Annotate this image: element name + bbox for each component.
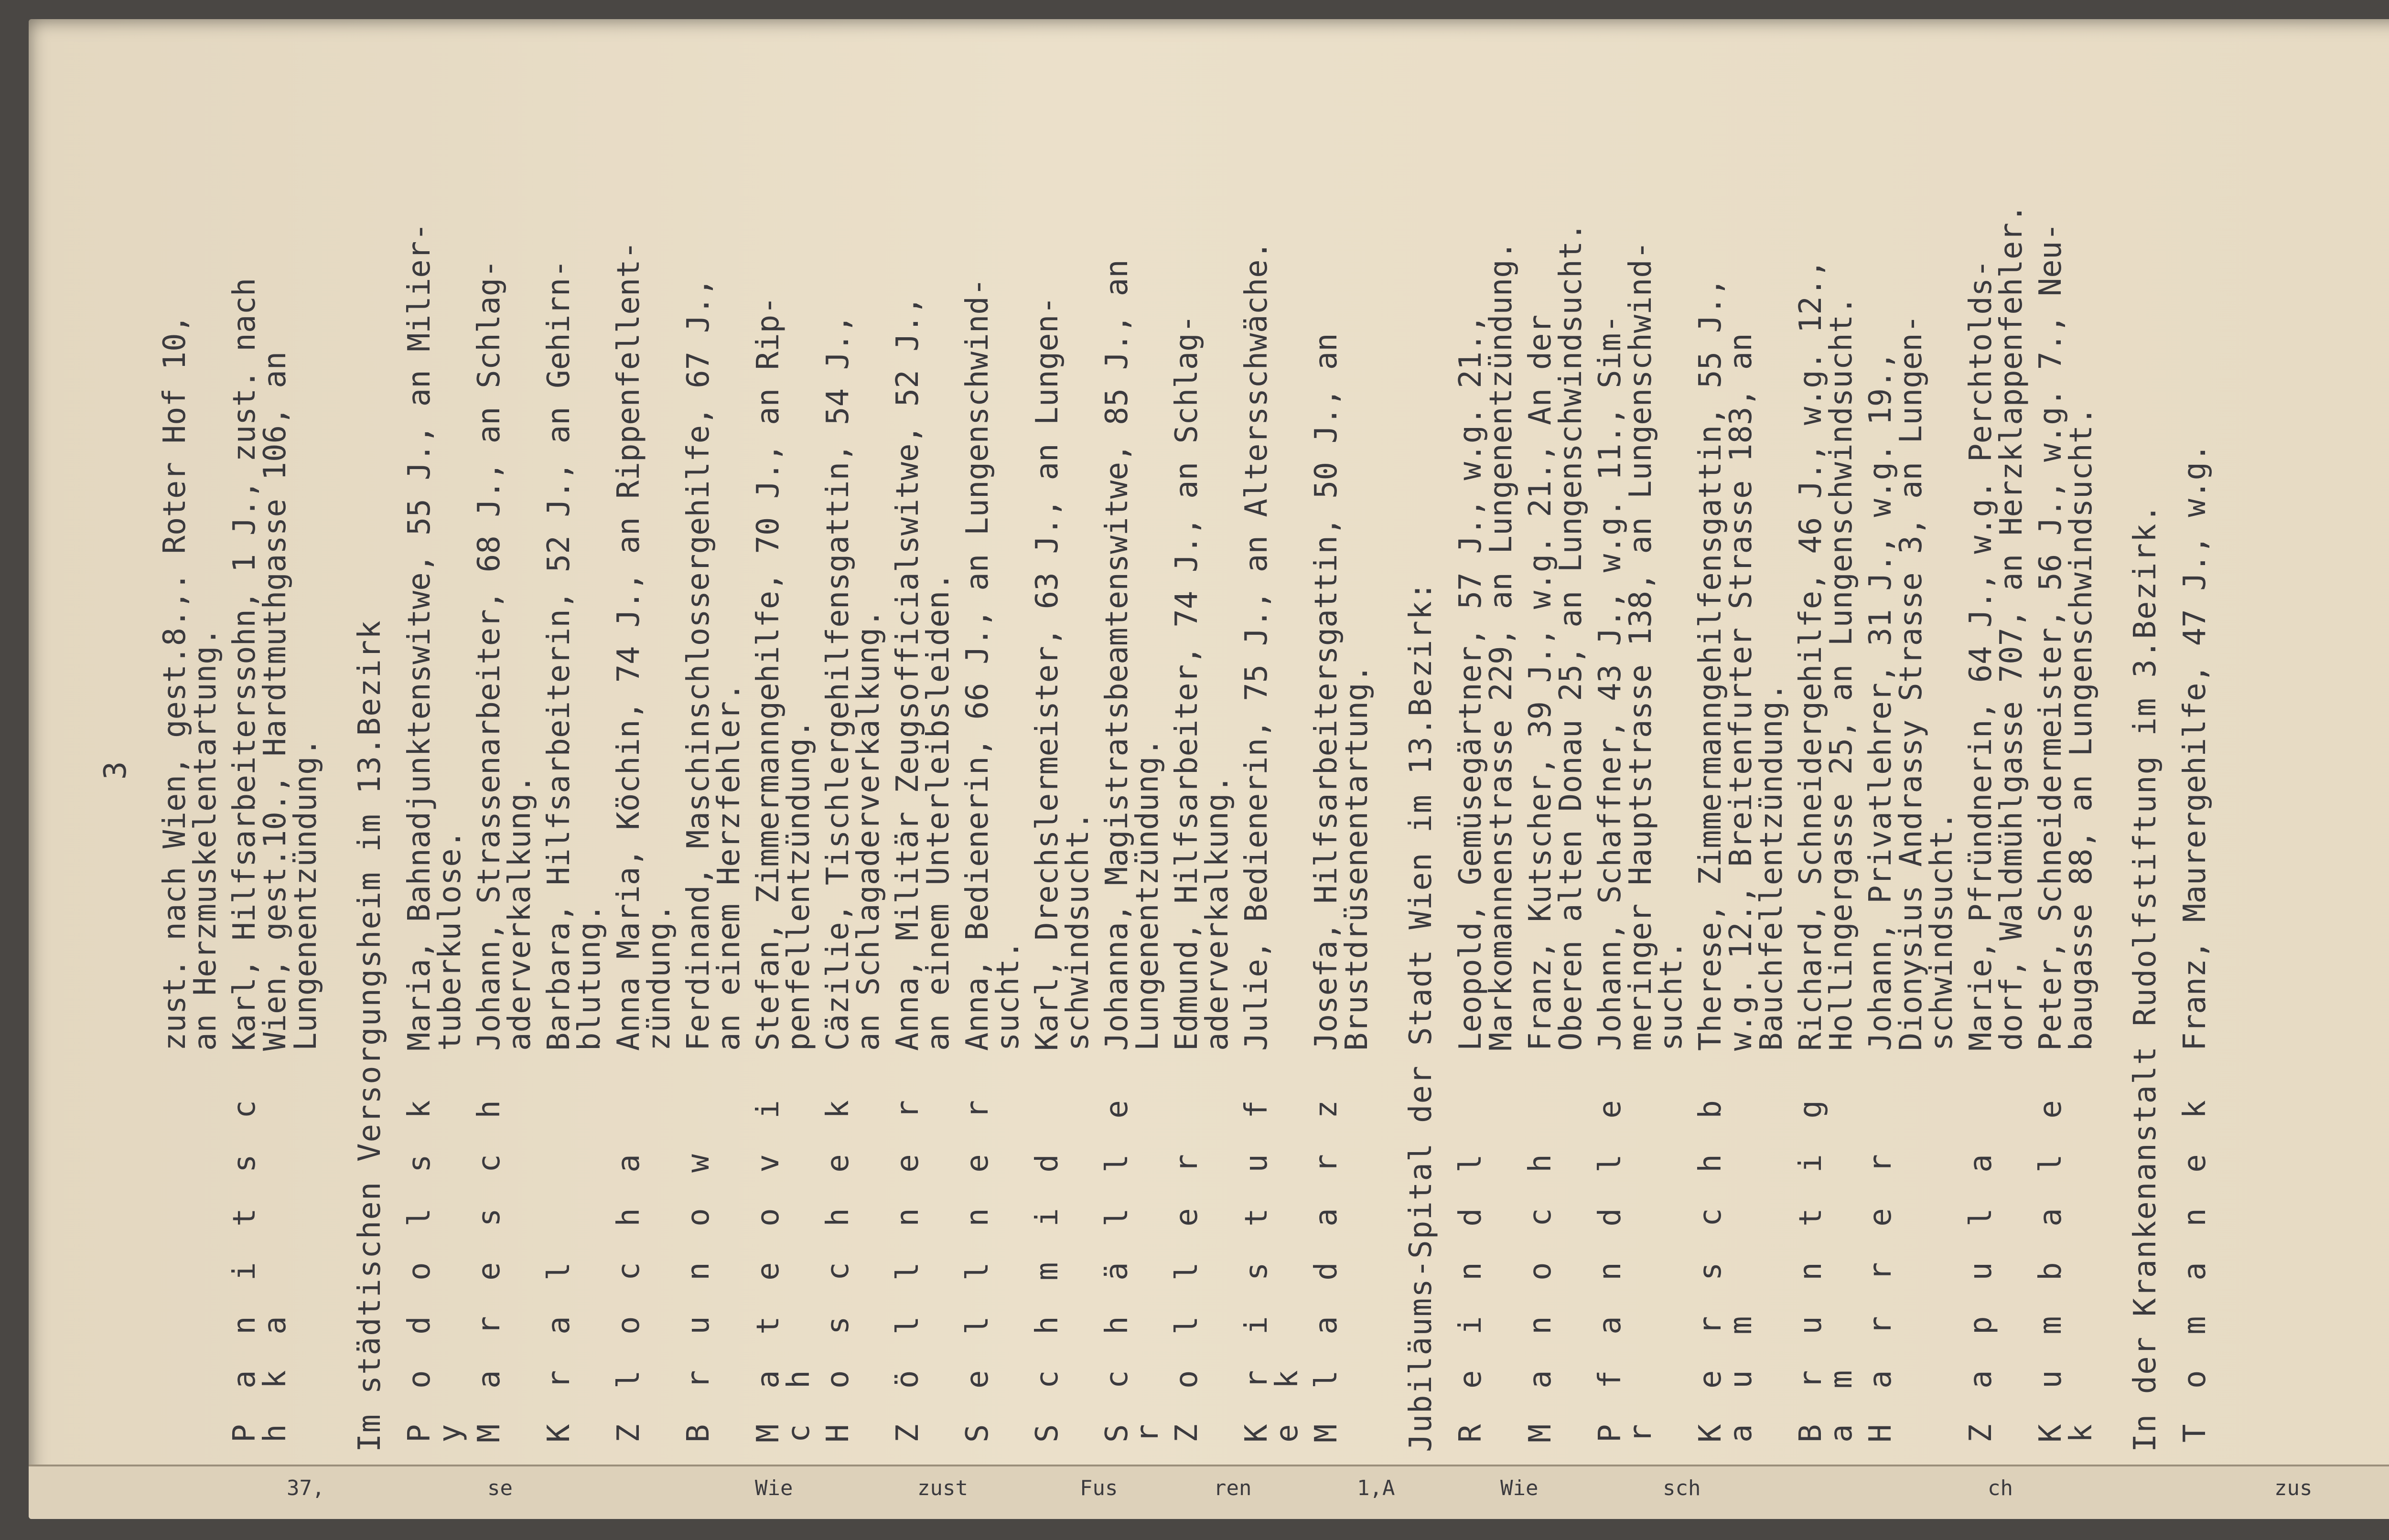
entry-block-11 xyxy=(960,76,1026,1462)
entry-text: zust. nach Wien, gest.8.,. Roter Hof 10, an Herzmuskelentartung. xyxy=(157,314,223,1051)
entry-text: Johanna, Magistratsbeamtenswitwe, 85 J., an Lungenentzündung. xyxy=(1099,259,1165,1051)
facing-page-strip xyxy=(29,1465,2389,1519)
entry-name xyxy=(160,1051,221,1462)
section-heading: Im städtischen Versorgungsheim im 13.Bezirk xyxy=(352,620,387,1452)
entry-block-24 xyxy=(1963,76,2029,1462)
entry-block-8 xyxy=(751,76,817,1462)
entry-name: M l a d a r z xyxy=(1309,1091,1344,1443)
entry-block-15 xyxy=(1239,76,1305,1462)
entry-text: Stefan, Zimmermanngehilfe, 70 J., an Rip- penfellentzündung. xyxy=(751,296,817,1051)
entry-block-21 xyxy=(1695,76,1787,1462)
entry-block-13 xyxy=(1099,76,1165,1462)
entry-text: Johann, Privatlehrer, 31 J., w.g. 19., Dionysius Andrassy Strasse 3, an Lungen- schwindsucht. xyxy=(1863,314,1959,1051)
entry-block-22 xyxy=(1793,76,1859,1462)
entry-block-12 xyxy=(1030,76,1096,1462)
entry-name: Z l o c h a xyxy=(611,1145,646,1443)
entry-block-19 xyxy=(1523,76,1589,1462)
entry-name: B r u n t i g a m xyxy=(1793,1091,1859,1443)
entry-name: B r u n o w xyxy=(681,1145,716,1443)
entry-text: Ferdinand, Maschinschlossergehilfe, 67 J., an einem Herzfehler. xyxy=(681,278,747,1051)
facing-fragment: sch xyxy=(1663,1476,1701,1500)
entry-text: Karl, Drechslermeister, 63 J., an Lungen- schwindsucht. xyxy=(1030,296,1096,1051)
entry-name: K e r s c h b a u m xyxy=(1693,1091,1759,1443)
section-heading: Jubiläums-Spital der Stadt Wien im 13.Bezirk: xyxy=(1403,581,1439,1452)
entry-block-9 xyxy=(820,76,886,1462)
entry-name: P a n i t s c h k a xyxy=(227,1091,293,1443)
entry-name: K r a l xyxy=(541,1253,577,1443)
entry-block-14 xyxy=(1169,76,1235,1462)
entry-text: Barbara, Hilfsarbeiterin, 52 J., an Gehirn- blutung. xyxy=(541,259,607,1051)
entry-name: K u m b a l e k xyxy=(2033,1091,2099,1443)
entry-block-23 xyxy=(1865,76,1957,1462)
entry-name: T o m a n e k xyxy=(2177,1091,2213,1443)
entry-block-27 xyxy=(2177,76,2213,1462)
section-heading: In der Krankenanstalt Rudolfstiftung im 3.Bezirk. xyxy=(2128,503,2163,1452)
entry-name: Z a p u l a xyxy=(1963,1145,1999,1443)
entry-name: P f a n d l e r xyxy=(1593,1091,1658,1443)
entry-name: H a r r e r xyxy=(1863,1145,1898,1443)
facing-fragment: zus xyxy=(2274,1476,2313,1500)
entry-text: Edmund, Hilfsarbeiter, 74 J., an Schlag- aderverkalkung. xyxy=(1169,314,1235,1051)
entry-name: M a r e s c h xyxy=(472,1091,507,1443)
facing-fragment: se xyxy=(487,1476,513,1500)
entry-text: Leopold, Gemüsegärtner, 57 J., w.g. 21., Markomannenstrasse 229, an Lungenentzündung. xyxy=(1453,241,1519,1051)
entry-name: Z o l l e r xyxy=(1169,1145,1205,1443)
entry-block-7 xyxy=(681,76,747,1462)
facing-fragment: 1,A xyxy=(1357,1476,1395,1500)
entry-text: Karl, Hilfsarbeiterssohn, 1 J., zust. nach Wien, gest.10., Hardtmuthgasse 106, an Lungenentzündung. xyxy=(227,278,323,1051)
entry-text: Johann, Schaffner, 43 J., w.g. 11., Sim- meringer Hauptstrasse 138, an Lungenschwind- sucht. xyxy=(1593,241,1689,1051)
entry-name: Z ö l l n e r xyxy=(890,1091,925,1443)
entry-text: Richard, Schneidergehilfe, 46 J., w.g. 12., Hollingergasse 25, an Lungenschwindsucht. xyxy=(1793,259,1859,1051)
entry-block-4 xyxy=(472,76,538,1462)
entry-text: Julie, Bedienerin, 75 J., an Altersschwäche. xyxy=(1239,241,1274,1051)
entry-block-5 xyxy=(541,76,607,1462)
entry-text: Marie, Pfründnerin, 64 J., w.g. Perchtolds- dorf, Waldmühlgasse 707, an Herzklappenfehler. xyxy=(1963,204,2029,1051)
entry-name: S e l l n e r xyxy=(960,1091,995,1443)
facing-fragment: Wie xyxy=(1500,1476,1539,1500)
facing-fragment: zust xyxy=(917,1476,968,1500)
entry-name: R e i n d l xyxy=(1453,1145,1488,1443)
facing-fragment: Fus xyxy=(1080,1476,1118,1500)
entry-text: Anna, Bedienerin, 66 J., an Lungenschwind- sucht. xyxy=(960,278,1026,1051)
facing-fragment: Wie xyxy=(755,1476,793,1500)
entry-name: P o d o l s k y xyxy=(402,1091,468,1443)
rotated-document-text xyxy=(100,76,2389,1462)
entry-block-6 xyxy=(613,76,675,1462)
entry-text: Therese, Zimmermanngehilfensgattin, 55 J., w.g. 12., Breitenfurter Strasse 183, an Bauchfellentzündung. xyxy=(1693,278,1789,1051)
entry-block-18 xyxy=(1455,76,1517,1462)
facing-fragment: ch xyxy=(1988,1476,2013,1500)
entry-text: Anna Maria, Köchin, 74 J., an Rippenfellent- zündung. xyxy=(611,241,677,1051)
entry-block-0 xyxy=(157,76,223,1462)
entry-name: M a n o c h xyxy=(1523,1145,1558,1443)
entry-block-25 xyxy=(2035,76,2097,1462)
entry-text: Maria, Bahnadjunktenswitwe, 55 J., an Milier- tuberkulose. xyxy=(402,223,468,1051)
entry-text: Anna, Militär Zeugsofficialswitwe, 52 J., an einem Unterleibsleiden. xyxy=(890,296,956,1051)
facing-fragment: 37, xyxy=(287,1476,325,1500)
entry-block-16 xyxy=(1309,76,1375,1462)
entry-text: Johann, Strassenarbeiter, 68 J., an Schlag- aderverkalkung. xyxy=(472,259,538,1051)
entry-block-1 xyxy=(229,76,321,1462)
book-page xyxy=(29,19,2389,1519)
entry-block-20 xyxy=(1595,76,1687,1462)
page-number: 3 xyxy=(98,758,133,780)
entry-block-3 xyxy=(402,76,468,1462)
entry-text: Franz, Maurergehilfe, 47 J., w.g. xyxy=(2177,443,2213,1051)
entry-text: Peter, Schneidermeister, 56 J., w.g. 7., Neu- baugasse 88, an Lungenschwindsucht. xyxy=(2033,223,2099,1051)
entry-text: Franz, Kutscher, 39 J., w.g. 21., An der Oberen alten Donau 25, an Lungenschwindsucht. xyxy=(1523,223,1589,1051)
entry-block-10 xyxy=(890,76,956,1462)
entry-name: H o s c h e k xyxy=(820,1091,856,1443)
entry-name: M a t e o v i c h xyxy=(751,1091,817,1443)
entry-name: S c h m i d xyxy=(1030,1145,1065,1443)
entry-text: Cäzilie, Tischlergehilfensgattin, 54 J., an Schlagaderverkalkung. xyxy=(820,314,886,1051)
entry-name: K r i s t u f e k xyxy=(1239,1091,1305,1443)
facing-fragment: ren xyxy=(1214,1476,1252,1500)
entry-name: S c h ä l l e r xyxy=(1099,1091,1165,1443)
entry-text: Josefa, Hilfsarbeitersgattin, 50 J., an Brustdrüsenentartung. xyxy=(1309,333,1375,1051)
